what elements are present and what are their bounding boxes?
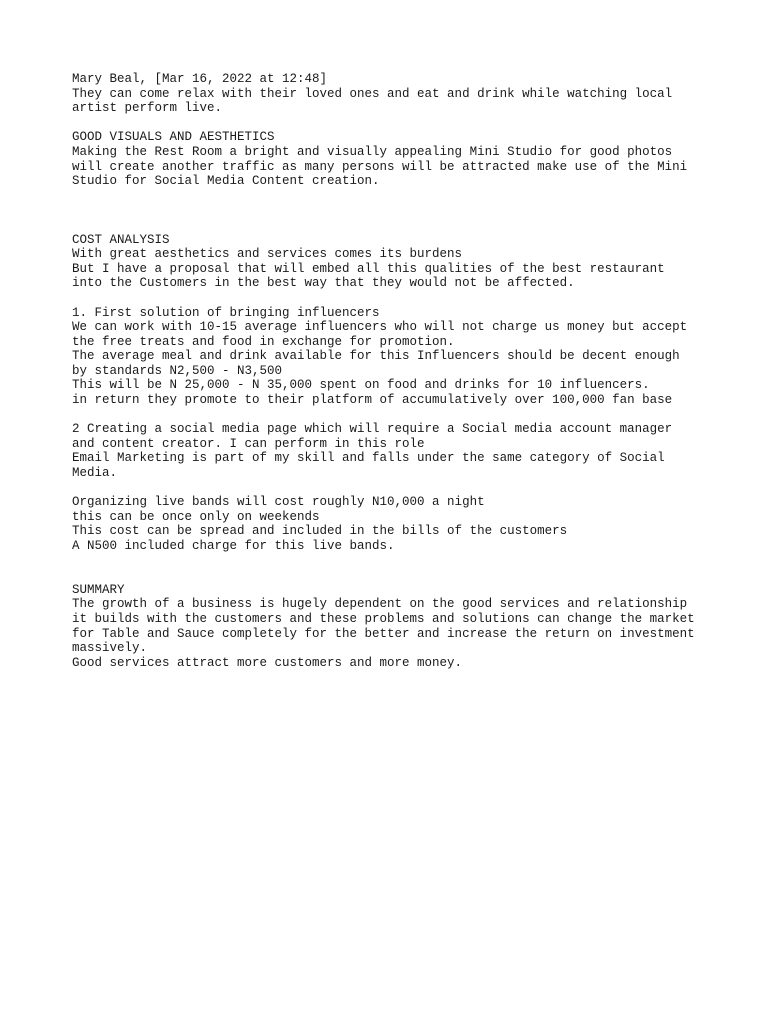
solution-1-line: in return they promote to their platform of accumulatively over 100,000 fan base [72, 393, 673, 408]
visuals-line: Studio for Social Media Content creation. [72, 174, 380, 189]
solution-1-line: This will be N 25,000 - N 35,000 spent on food and drinks for 10 influencers. [72, 378, 650, 393]
summary-line: for Table and Sauce completely for the better and increase the return on investment [72, 626, 695, 641]
live-bands-line: This cost can be spread and included in the bills of the customers [72, 524, 568, 539]
solution-1-heading: 1. First solution of bringing influencers [72, 305, 380, 320]
summary-line: massively. [72, 641, 148, 656]
solution-1-line: the free treats and food in exchange for promotion. [72, 334, 455, 349]
visuals-line: will create another traffic as many persons will be attracted make use of the Mini [72, 159, 688, 174]
intro-line: artist perform live. [72, 101, 223, 116]
solution-2-line: 2 Creating a social media page which will require a Social media account manager [72, 422, 673, 437]
message-header: Mary Beal, [Mar 16, 2022 at 12:48] [72, 72, 328, 86]
summary-line: The growth of a business is hugely dependent on the good services and relationship [72, 597, 688, 612]
solution-2-line: Media. [72, 466, 118, 481]
intro-line: They can come relax with their loved ones and eat and drink while watching local [72, 86, 673, 101]
solution-1-line: by standards N2,500 - N3,500 [72, 363, 283, 378]
cost-line: into the Customers in the best way that they would not be affected. [72, 276, 575, 291]
cost-line: But I have a proposal that will embed all this qualities of the best restaurant [72, 261, 665, 276]
solution-1-line: The average meal and drink available for this Influencers should be decent enough [72, 349, 680, 364]
summary-line: it builds with the customers and these problems and solutions can change the market [72, 611, 695, 626]
live-bands-line: A N500 included charge for this live bands. [72, 539, 395, 554]
live-bands-line: Organizing live bands will cost roughly N10,000 a night [72, 495, 485, 510]
live-bands-line: this can be once only on weekends [72, 509, 320, 524]
cost-line: With great aesthetics and services comes its burdens [72, 247, 463, 262]
summary-line: Good services attract more customers and more money. [72, 655, 463, 670]
visuals-line: Making the Rest Room a bright and visually appealing Mini Studio for good photos [72, 144, 673, 159]
section-heading-cost-analysis: COST ANALYSIS [72, 232, 170, 247]
document-page [72, 72, 732, 670]
section-heading-visuals: GOOD VISUALS AND AESTHETICS [72, 130, 275, 145]
solution-1-line: We can work with 10-15 average influencers who will not charge us money but accept [72, 320, 688, 335]
solution-2-line: and content creator. I can perform in this role [72, 436, 425, 451]
section-heading-summary: SUMMARY [72, 582, 125, 597]
solution-2-line: Email Marketing is part of my skill and falls under the same category of Social [72, 451, 665, 466]
